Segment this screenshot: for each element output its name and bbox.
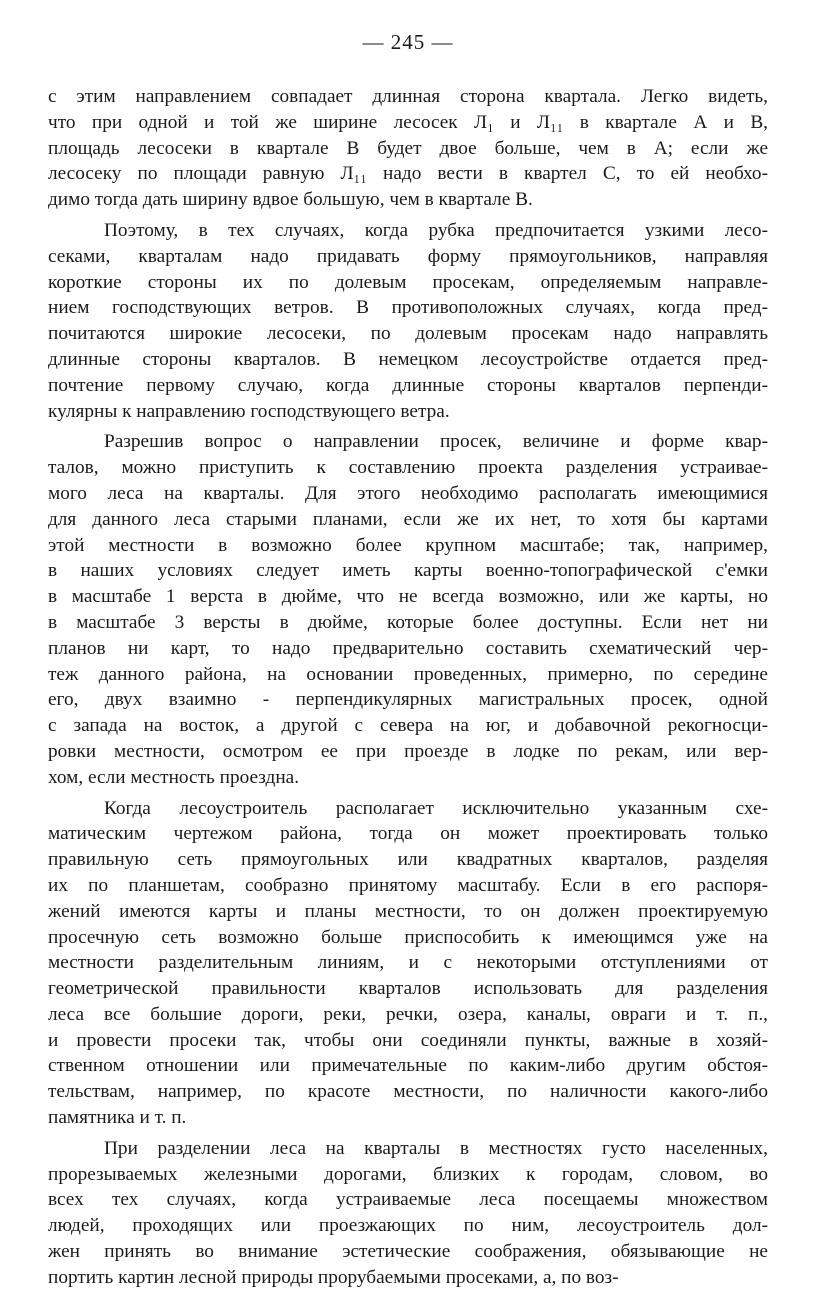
text-line: матическим чертежом района, тогда он может проектировать только (48, 823, 768, 845)
text-line: ственном отношении или примечательные по каким-либо другим обстоя- (48, 1055, 768, 1077)
text-line: людей, проходящих или проезжающих по ним, лесоустроитель дол- (48, 1215, 768, 1237)
text-line: талов, можно приступить к составлению проекта разделения устраивае- (48, 457, 768, 479)
text-line: прорезываемых железными дорогами, близких к городам, словом, во (48, 1163, 768, 1185)
text-line: короткие стороны их по долевым просекам, определяемым направле- (48, 271, 768, 293)
text-line: портить картин лесной природы прорубаемыми просеками, а, по воз- (48, 1266, 619, 1288)
paragraph (48, 429, 768, 790)
text-line: планов ни карт, то надо предварительно составить схематический чер- (48, 637, 768, 659)
text-line: ровки местности, осмотром ее при проезде в лодке по рекам, или вер- (48, 740, 768, 762)
paragraph (48, 796, 768, 1131)
text-line: и провести просеки так, чтобы они соединяли пункты, важные в хозяй- (48, 1029, 768, 1051)
text-line: с этим направлением совпадает длинная сторона квартала. Легко видеть, (48, 86, 768, 107)
text-line: памятника и т. п. (48, 1107, 187, 1129)
text-line: тельствам, например, по красоте местности, по наличности какого-либо (48, 1081, 768, 1103)
text-line: теж данного района, на основании проведенных, примерно, по середине (48, 663, 768, 685)
text-line: их по планшетам, сообразно принятому масштабу. Если в его распоря- (48, 874, 768, 896)
text-line: геометрической правильности кварталов использовать для разделения (48, 978, 768, 1000)
text-line: площадь лесосеки в квартале В будет двое больше, чем в А; если же (48, 137, 768, 159)
text-line: нием господствующих ветров. В противоположных случаях, когда пред- (48, 297, 768, 319)
text-line: просечную сеть возможно больше приспособить к имеющимся уже на (48, 926, 768, 948)
text-line: жений имеются карты и планы местности, то он должен проектируемую (48, 900, 768, 922)
text-line: всех тех случаях, когда устраиваемые леса посещаемы множеством (48, 1189, 768, 1211)
text-line: димо тогда дать ширину вдвое большую, чем в квартале В. (48, 189, 533, 211)
text-line: этой местности в возможно более крупном масштабе; так, например, (48, 534, 768, 556)
text-line: леса все большие дороги, реки, речки, озера, каналы, овраги и т. п., (48, 1003, 768, 1025)
text-line: в масштабе 1 верста в дюйме, что не всегда возможно, или же карты, но (48, 586, 768, 608)
text-line: Разрешив вопрос о направлении просек, величине и форме квар- (104, 431, 768, 453)
text-line: в масштабе 3 версты в дюйме, которые более доступны. Если нет ни (48, 611, 768, 633)
text-line: для данного леса старыми планами, если же их нет, то хотя бы картами (48, 508, 768, 530)
text-line: Поэтому, в тех случаях, когда рубка предпочитается узкими лесо- (104, 219, 768, 241)
text-line: длинные стороны кварталов. В немецком лесоустройстве отдается пред- (48, 348, 768, 370)
text-line: правильную сеть прямоугольных или квадратных кварталов, разделяя (48, 849, 768, 871)
text-line: что при одной и той же ширине лесосек Л₁ и Л₁₁ в квартале А и В, (48, 111, 768, 133)
text-line: жен принять во внимание эстетические соображения, обязывающие не (48, 1241, 768, 1263)
text-line: местности разделительным линиям, и с некоторыми отступлениями от (48, 952, 768, 974)
text-line: почитаются широкие лесосеки, по долевым просекам надо направлять (48, 323, 768, 345)
text-line: При разделении леса на кварталы в местностях густо населенных, (104, 1137, 768, 1159)
paragraph (48, 84, 768, 213)
text-line: в наших условиях следует иметь карты военно-топографической с'емки (48, 560, 768, 582)
text-line: кулярны к направлению господствующего ветра. (48, 400, 450, 422)
text-line: лесосеку по площади равную Л₁₁ надо вести в квартел С, то ей необхо- (48, 163, 768, 185)
text-line: почтение первому случаю, когда длинные стороны кварталов перпенди- (48, 374, 768, 396)
text-line: его, двух взаимно - перпендикулярных магистральных просек, одной (48, 689, 768, 711)
text-line: с запада на восток, а другой с севера на юг, и добавочной рекогносци- (48, 715, 768, 737)
body-text (48, 84, 768, 1291)
text-line: Когда лесоустроитель располагает исключительно указанным схе- (104, 797, 768, 819)
page-number: — 245 — (362, 30, 454, 54)
paragraph (48, 218, 768, 424)
paragraph (48, 1136, 768, 1291)
text-line: мого леса на кварталы. Для этого необходимо располагать имеющимися (48, 482, 768, 504)
text-line: хом, если местность проездна. (48, 766, 300, 788)
text-line: секами, кварталам надо придавать форму прямоугольников, направляя (48, 245, 768, 267)
